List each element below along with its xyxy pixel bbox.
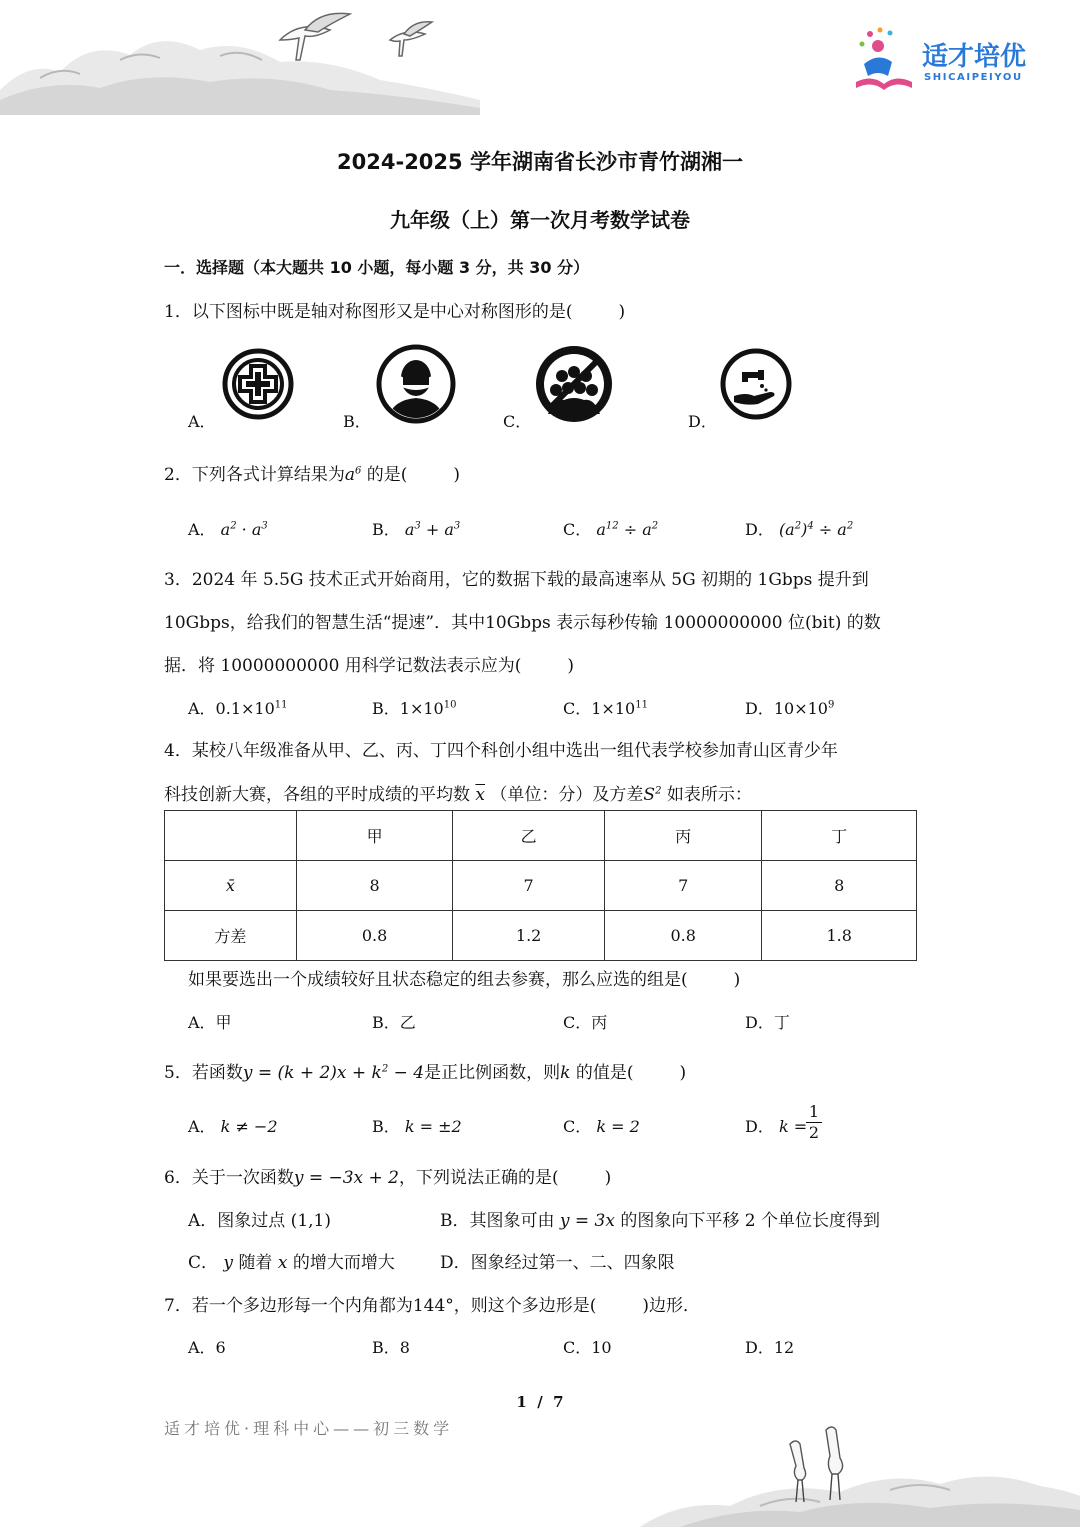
- footer-brand-text: 适才培优·理科中心——初三数学: [164, 1419, 454, 1438]
- question-4-text-b: （单位：分）及方差: [490, 785, 644, 805]
- q2-option-c-label: C．: [563, 520, 592, 539]
- q5-option-d-fraction: [806, 1102, 822, 1143]
- table-cell: 0.8: [604, 911, 761, 961]
- q2-option-c: [563, 517, 658, 540]
- mountain-crane-decoration-bottom: [640, 1410, 1080, 1527]
- q1-option-a-label: A．: [188, 412, 216, 431]
- q3-option-a-exponent: 11: [274, 699, 288, 711]
- masked-person-icon: [376, 344, 456, 424]
- q5-option-b-label: B．: [372, 1117, 400, 1136]
- table-header-row: [165, 811, 917, 861]
- question-2-close: ): [453, 465, 461, 485]
- question-5-text-c: 的值是(: [575, 1063, 634, 1083]
- table-header-yi: 乙: [453, 811, 605, 861]
- question-3-line2: 10Gbps，给我们的智慧生活“提速”．其中10Gbps 表示每秒传输 10000000000 位(bit) 的数: [164, 613, 881, 633]
- q7-option-a: A．6: [188, 1338, 226, 1357]
- question-6-close: ): [604, 1168, 612, 1188]
- question-1-text: 1．以下图标中既是轴对称图形又是中心对称图形的是(: [164, 302, 573, 322]
- score-variance-table: [164, 810, 917, 961]
- q2-option-a-expr: $a^2 \cdot a^3$: [220, 520, 268, 539]
- q2-option-d: [745, 517, 853, 540]
- q5-option-b-expr: k = ±2: [404, 1117, 462, 1136]
- question-2-text: 2．下列各式计算结果为: [164, 465, 345, 485]
- q5-option-d-expr: k =: [778, 1117, 808, 1136]
- table-cell: 0.8: [296, 911, 453, 961]
- q3-option-c-text: C．1×10: [563, 699, 636, 718]
- question-5-close: ): [679, 1063, 687, 1083]
- q3-option-a-text: A．0.1×10: [188, 699, 275, 718]
- q5-option-d-label: D．: [745, 1117, 774, 1136]
- q3-option-d-exponent: 9: [827, 699, 835, 711]
- q1-option-b-label: B．: [343, 412, 371, 431]
- q2-option-b-label: B．: [372, 520, 400, 539]
- q6-option-d: D．图象经过第一、二、四象限: [440, 1253, 675, 1273]
- logo-english-name: SHICAIPEIYOU: [924, 72, 1023, 83]
- q3-option-b: [372, 696, 456, 719]
- table-header-bing: 丙: [604, 811, 761, 861]
- question-4-text-a: 科技创新大赛，各组的平时成绩的平均数: [164, 785, 470, 805]
- hand-washing-icon: [720, 348, 792, 420]
- q6-option-b-expr: y = 3x: [559, 1211, 615, 1231]
- q5-option-c-label: C．: [563, 1117, 592, 1136]
- question-4-line2: [164, 780, 752, 805]
- question-4-followup: [188, 965, 740, 990]
- q1-option-c-label: C．: [503, 412, 532, 431]
- k-variable: k: [560, 1063, 571, 1083]
- q2-option-d-expr: $(a^2)^4 \div a^2$: [778, 520, 854, 539]
- q3-option-a: [188, 696, 288, 719]
- q5-option-a: [188, 1114, 278, 1137]
- q1-option-d-label: D．: [688, 412, 717, 431]
- q3-option-d: [745, 696, 834, 719]
- section-heading: 一．选择题（本大题共 10 小题，每小题 3 分，共 30 分）: [164, 258, 590, 277]
- exam-title-line2: 九年级（上）第一次月考数学试卷: [390, 208, 690, 232]
- q6-option-b-text-b: 的图象向下平移 2 个单位长度得到: [620, 1211, 880, 1231]
- q6-option-b-text-a: B．其图象可由: [440, 1211, 555, 1231]
- table-row: [165, 861, 917, 911]
- page-number: 1 / 7: [516, 1393, 564, 1411]
- question-3-line3: [164, 651, 574, 676]
- question-7-close: )边形．: [642, 1296, 701, 1316]
- q3-option-c: [563, 696, 648, 719]
- no-crowd-icon: [534, 344, 614, 424]
- question-4-line1: 4．某校八年级准备从甲、乙、丙、丁四个科创小组中选出一组代表学校参加青山区青少年: [164, 741, 838, 761]
- q6-option-b: [440, 1206, 880, 1231]
- mountain-crane-decoration-top: [0, 0, 480, 115]
- q2-option-b: [372, 517, 460, 540]
- a6-expression: $a^6$: [344, 465, 362, 485]
- q5-option-a-label: A．: [188, 1117, 216, 1136]
- question-7-text: 7．若一个多边形每一个内角都为144°，则这个多边形是(: [164, 1296, 597, 1316]
- table-row-label-mean: x̄: [165, 861, 297, 911]
- q2-option-c-expr: $a^{12} \div a^2$: [596, 520, 659, 539]
- table-cell: 1.8: [762, 911, 917, 961]
- question-6-text-b: ，下列说法正确的是(: [399, 1168, 559, 1188]
- question-3-text: 据．将 10000000000 用科学记数法表示应为(: [164, 656, 522, 676]
- q6-option-a: A．图象过点 (1,1): [188, 1211, 331, 1231]
- question-6-text-a: 6．关于一次函数: [164, 1168, 294, 1188]
- q6-function-expr: y = −3x + 2: [293, 1168, 399, 1188]
- exam-title-line1: 2024-2025 学年湖南省长沙市青竹湖湘一: [337, 150, 743, 174]
- q7-option-c: C．10: [563, 1338, 612, 1357]
- q3-option-b-exponent: 10: [443, 699, 457, 711]
- q5-option-d: [745, 1114, 807, 1137]
- q7-option-b: B．8: [372, 1338, 410, 1357]
- q4-option-c: C．丙: [563, 1013, 608, 1032]
- medical-cross-icon: [222, 348, 294, 420]
- table-cell: 7: [604, 861, 761, 911]
- question-3-close: ): [567, 656, 575, 676]
- question-3-line1: 3．2024 年 5.5G 技术正式开始商用，它的数据下载的最高速率从 5G 初期的 1Gbps 提升到: [164, 570, 869, 590]
- question-4-followup-text: 如果要选出一个成绩较好且状态稳定的组去参赛，那么应选的组是(: [188, 970, 688, 990]
- q4-option-b: B．乙: [372, 1013, 416, 1032]
- logo-chinese-name: 适才培优: [922, 42, 1027, 72]
- table-row: [165, 911, 917, 961]
- table-cell: 7: [453, 861, 605, 911]
- q2-option-a-label: A．: [188, 520, 216, 539]
- question-2-text-end: 的是(: [366, 465, 408, 485]
- question-5-text-b: 是正比例函数，则: [424, 1063, 561, 1083]
- q4-option-d: D．丁: [745, 1013, 790, 1032]
- q5-option-c: [563, 1114, 640, 1137]
- brand-logo: [850, 24, 1050, 96]
- logo-book-icon: [850, 24, 920, 96]
- crane-icon: [390, 22, 432, 56]
- question-6-stem: [164, 1163, 611, 1188]
- q6-option-c-text-b: 随着: [238, 1253, 273, 1273]
- q3-option-c-exponent: 11: [635, 699, 648, 711]
- q7-option-d: D．12: [745, 1338, 795, 1357]
- fraction-numerator: 1: [806, 1102, 822, 1123]
- table-cell: [165, 811, 297, 861]
- q2-option-a: [188, 517, 268, 540]
- q5-option-a-expr: k ≠ −2: [220, 1117, 278, 1136]
- question-1-stem: [164, 297, 625, 322]
- x-variable: x: [277, 1253, 288, 1273]
- question-5-text-a: 5．若函数: [164, 1063, 243, 1083]
- table-cell: 8: [296, 861, 453, 911]
- q2-option-b-expr: $a^3 + a^3$: [404, 520, 461, 539]
- question-2-stem: [164, 460, 460, 485]
- q6-option-c-text-c: 的增大而增大: [292, 1253, 395, 1273]
- fraction-denominator: 2: [808, 1123, 820, 1142]
- question-1-close: ): [618, 302, 626, 322]
- question-4-close: ): [733, 970, 741, 990]
- q5-function-expr: $y = (k + 2)x + k^2 - 4$: [242, 1063, 425, 1083]
- table-header-jia: 甲: [296, 811, 453, 861]
- table-header-ding: 丁: [762, 811, 917, 861]
- table-cell: 1.2: [453, 911, 605, 961]
- variance-symbol: $S^2$: [643, 785, 662, 805]
- q3-option-d-text: D．10×10: [745, 699, 828, 718]
- q5-option-c-expr: k = 2: [596, 1117, 640, 1136]
- q2-option-d-label: D．: [745, 520, 774, 539]
- table-cell: 8: [762, 861, 917, 911]
- q6-option-c: [188, 1248, 395, 1273]
- question-7-stem: [164, 1291, 700, 1316]
- q4-option-a: A．甲: [188, 1013, 232, 1032]
- q6-option-c-label: C．: [188, 1253, 219, 1273]
- question-5-stem: [164, 1058, 686, 1083]
- y-variable: y: [223, 1253, 234, 1273]
- crane-icon: [280, 13, 350, 60]
- q5-option-b: [372, 1114, 462, 1137]
- crane-icon: [826, 1427, 843, 1500]
- table-row-label-variance: 方差: [165, 911, 297, 961]
- mean-symbol: $\overline{x}$: [475, 785, 485, 805]
- question-4-text-c: 如表所示：: [666, 785, 752, 805]
- q3-option-b-text: B．1×10: [372, 699, 444, 718]
